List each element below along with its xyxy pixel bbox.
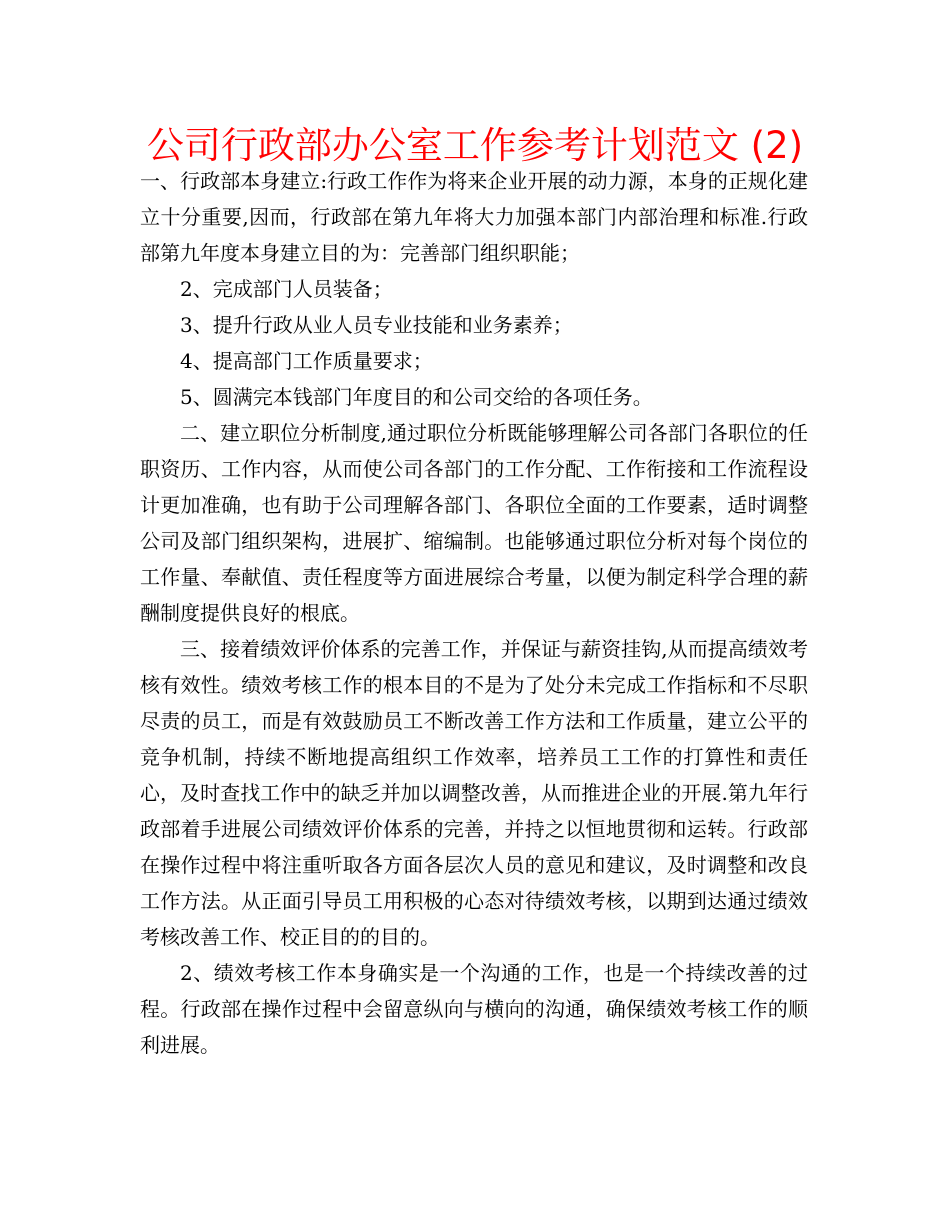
- paragraph-7: 三、接着绩效评价体系的完善工作，并保证与薪资挂钩,从而提高绩效考核有效性。绩效考核工作的根本目的不是为了处分未完成工作指标和不尽职尽责的员工，而是有效鼓励员工不断改善工作方法和工作质量，建立公平的竞争机制，持续不断地提高组织工作效率，培养员工工作的打算性和责任心，及时查找工作中的缺乏并加以调整改善，从而推进企业的开展.第九年行政部着手进展公司绩效评价体系的完善，并持之以恒地贯彻和运转。行政部在操作过程中将注重听取各方面各层次人员的意见和建议，及时调整和改良工作方法。从正面引导员工用积极的心态对待绩效考核，以期到达通过绩效考核改善工作、校正目的的目的。: [140, 637, 808, 949]
- document-title: 公司行政部办公室工作参考计划范文 (2): [146, 124, 804, 167]
- paragraph-5: 5、圆满完本钱部门年度目的和公司交给的各项任务。: [180, 385, 653, 409]
- paragraph-6: 二、建立职位分析制度,通过职位分析既能够理解公司各部门各职位的任职资历、工作内容，从而使公司各部门的工作分配、工作衔接和工作流程设计更加准确，也有助于公司理解各部门、各职位全面的工作要素，适时调整公司及部门组织架构，进展扩、缩编制。也能够通过职位分析对每个岗位的工作量、奉献值、责任程度等方面进展综合考量，以便为制定科学合理的薪酬制度提供良好的根底。: [140, 421, 808, 625]
- paragraph-2: 2、完成部门人员装备；: [180, 277, 393, 301]
- paragraph-3: 3、提升行政从业人员专业技能和业务素养；: [180, 313, 573, 337]
- paragraph-4: 4、提高部门工作质量要求；: [180, 349, 433, 373]
- paragraph-1: 一、行政部本身建立:行政工作作为将来企业开展的动力源，本身的正规化建立十分重要,因而，行政部在第九年将大力加强本部门内部治理和标准.行政部第九年度本身建立目的为：完善部门组织职能；: [140, 169, 808, 265]
- paragraph-8: 2、绩效考核工作本身确实是一个沟通的工作，也是一个持续改善的过程。行政部在操作过程中会留意纵向与横向的沟通，确保绩效考核工作的顺利进展。: [140, 961, 808, 1057]
- document-body: [140, 163, 808, 1063]
